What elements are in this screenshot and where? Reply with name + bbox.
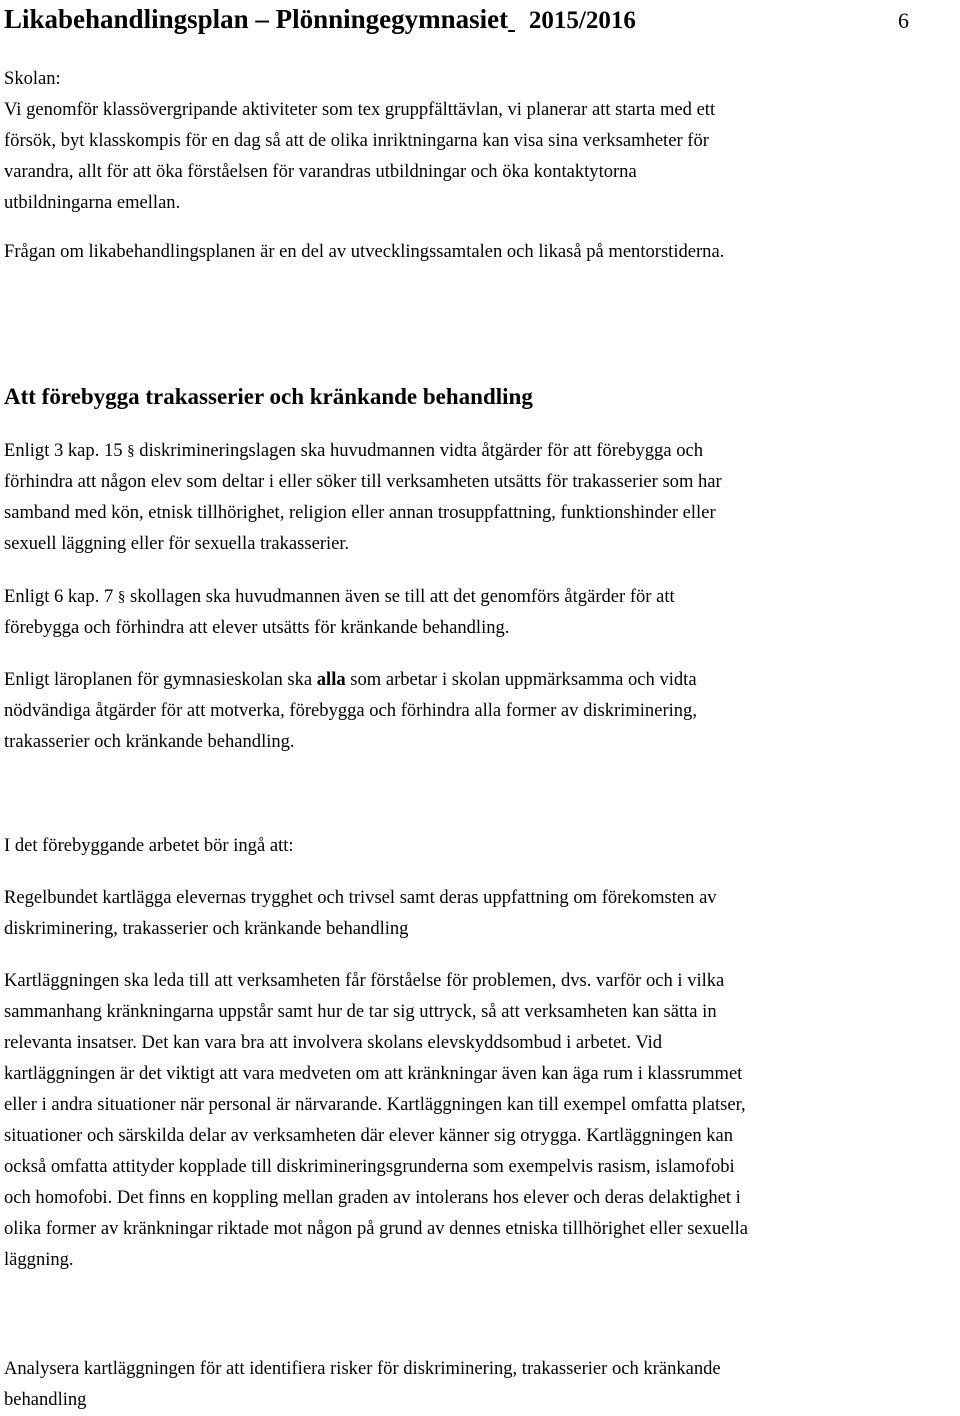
text-fragment: Enligt 6 kap. 7 (4, 586, 118, 607)
text-line: sexuell läggning eller för sexuella trakasserier. (4, 533, 350, 554)
paragraph-survey (4, 882, 956, 944)
text-line: försök, byt klasskompis för en dag så att de olika inriktningarna kan visa sina verksamheter för (4, 130, 709, 151)
text-line: förebygga och förhindra att elever utsätts för kränkande behandling. (4, 617, 510, 638)
paragraph-curriculum (4, 664, 956, 757)
paragraph-analysis (4, 1353, 956, 1415)
paragraph-survey-details (4, 965, 956, 1275)
text-line: relevanta insatser. Det kan vara bra att involvera skolans elevskyddsombud i arbetet. Vid (4, 1032, 663, 1053)
paragraph-school-law (4, 581, 956, 643)
text-line: också omfatta attityder kopplade till diskrimineringsgrunderna som exempelvis rasism, islamofobi (4, 1156, 735, 1177)
text-line: utbildningarna emellan. (4, 192, 181, 213)
text-line: Kartläggningen ska leda till att verksamheten får förståelse för problemen, dvs. varför och i vilka (4, 970, 725, 991)
section-symbol: § (127, 443, 135, 459)
text-line: förhindra att någon elev som deltar i eller söker till verksamheten utsätts för trakasserier som har (4, 471, 722, 492)
emphasis-word: alla (316, 669, 346, 690)
text-fragment: diskrimineringslagen ska huvudmannen vidta åtgärder för att förebygga och (134, 440, 703, 461)
text-line: Vi genomför klassövergripande aktiviteter som tex gruppfälttävlan, vi planerar att starta med ett (4, 99, 716, 120)
text-line: och homofobi. Det finns en koppling mellan graden av intolerans hos elever och deras delaktighet i (4, 1187, 741, 1208)
text-line: eller i andra situationer när personal är närvarande. Kartläggningen kan till exempel omfatta platser, (4, 1094, 746, 1115)
text-line: läggning. (4, 1249, 74, 1270)
text-line: Frågan om likabehandlingsplanen är en del av utvecklingssamtalen och likaså på mentorstiderna. (4, 241, 725, 262)
paragraph-development-talks (4, 236, 956, 267)
paragraph-preventive-intro (4, 830, 956, 861)
text-fragment: skollagen ska huvudmannen även se till att det genomförs åtgärder för att (125, 586, 675, 607)
text-line: samband med kön, etnisk tillhörighet, religion eller annan trosuppfattning, funktionshinder eller (4, 502, 716, 523)
page-header (4, 4, 924, 35)
paragraph-discrimination-law (4, 435, 956, 559)
text-line: varandra, allt för att öka förståelsen för varandras utbildningar och öka kontaktytorna (4, 161, 637, 182)
text-line: I det förebyggande arbetet bör ingå att: (4, 835, 294, 856)
school-year: 2015/2016 (528, 7, 636, 34)
paragraph-school-activities (4, 63, 956, 218)
text-line: Analysera kartläggningen för att identifiera risker för diskriminering, trakasserier och kränkande (4, 1358, 721, 1379)
text-fragment: Enligt läroplanen för gymnasieskolan ska (4, 669, 317, 690)
section-symbol: § (117, 589, 126, 605)
text-line (4, 435, 954, 466)
text-line (4, 581, 954, 612)
section-heading: Att förebygga trakasserier och kränkande behandling (4, 384, 533, 409)
text-line: nödvändiga åtgärder för att motverka, förebygga och förhindra alla former av diskriminering, (4, 700, 697, 721)
text-line: situationer och särskilda delar av verksamheten där elever känner sig otrygga. Kartläggningen kan (4, 1125, 734, 1146)
page-number: 6 (898, 8, 909, 33)
text-line: Regelbundet kartlägga elevernas trygghet och trivsel samt deras uppfattning om förekomsten av (4, 887, 717, 908)
text-line: diskriminering, trakasserier och kränkande behandling (4, 918, 409, 939)
text-fragment: Enligt 3 kap. 15 (4, 440, 128, 461)
text-line: trakasserier och kränkande behandling. (4, 731, 295, 752)
text-line: behandling (4, 1389, 87, 1410)
text-line (4, 664, 954, 695)
document-title: Likabehandlingsplan – Plönningegymnasiet (4, 4, 509, 34)
text-fragment: som arbetar i skolan uppmärksamma och vidta (345, 669, 697, 690)
text-line: kartläggningen är det viktigt att vara medveten om att kränkningar även kan äga rum i klassrummet (4, 1063, 743, 1084)
text-line: Skolan: (4, 68, 61, 89)
text-line: olika former av kränkningar riktade mot någon på grund av dennes etniska tillhörighet eller sexuella (4, 1218, 749, 1239)
text-line: sammanhang kränkningarna uppstår samt hur de tar sig uttryck, så att verksamheten kan sätta in (4, 1001, 717, 1022)
